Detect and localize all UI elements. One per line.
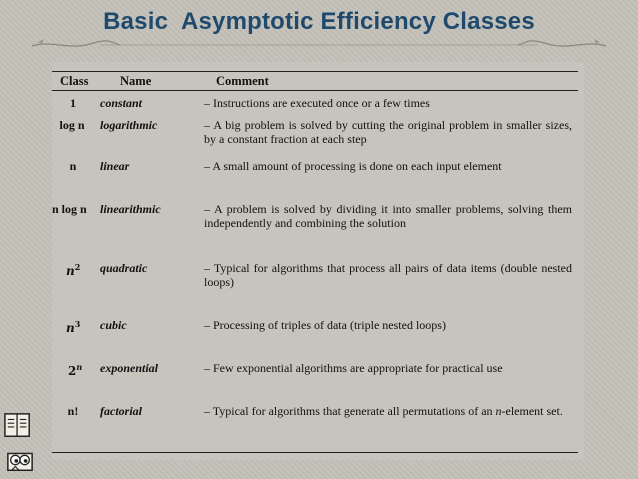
row-5-comment: – Typical for algorithms that process all pairs of data items (double nested loops) bbox=[204, 261, 572, 289]
row-6-class-base: n bbox=[66, 321, 75, 335]
row-6-class-exp: 3 bbox=[74, 319, 81, 329]
row-4-class: n log n bbox=[52, 202, 87, 216]
book-list-icon bbox=[4, 412, 32, 440]
row-8-comment-em: n bbox=[495, 404, 502, 418]
row-7-class-base: 2 bbox=[68, 364, 77, 378]
row-5-class bbox=[66, 260, 80, 278]
row-7-comment: – Few exponential algorithms are appropriate for practical use bbox=[204, 361, 503, 375]
row-8-class: n! bbox=[67, 404, 79, 418]
row-7-class bbox=[68, 360, 82, 378]
row-2-comment: – A big problem is solved by cutting the original problem in smaller sizes, by a constant fraction at each step bbox=[204, 118, 572, 146]
row-3-class: n bbox=[69, 159, 77, 173]
row-6-name: cubic bbox=[100, 318, 127, 332]
table-header-rule bbox=[52, 90, 578, 91]
row-8-comment bbox=[204, 404, 572, 418]
header-class: Class bbox=[60, 74, 89, 88]
eyes-icon bbox=[6, 446, 34, 474]
row-1-name: constant bbox=[100, 96, 143, 110]
header-comment: Comment bbox=[216, 74, 269, 88]
table-top-rule bbox=[52, 71, 578, 72]
header-name: Name bbox=[120, 74, 152, 88]
row-8-name: factorial bbox=[100, 404, 142, 418]
row-3-comment: – A small amount of processing is done on each input element bbox=[204, 159, 502, 173]
row-1-comment: – Instructions are executed once or a few times bbox=[204, 96, 430, 110]
row-8-comment-after: -element set. bbox=[501, 404, 563, 418]
row-7-class-exp: n bbox=[76, 362, 83, 372]
row-5-class-exp: 2 bbox=[74, 262, 81, 272]
slide-title: Basic Asymptotic Efficiency Classes bbox=[103, 8, 535, 35]
row-6-comment: – Processing of triples of data (triple nested loops) bbox=[204, 318, 446, 332]
row-8-comment-before: – Typical for algorithms that generate all permutations of an bbox=[204, 404, 496, 418]
row-5-class-base: n bbox=[66, 264, 75, 278]
row-1-class: 1 bbox=[70, 96, 76, 110]
row-4-name: linearithmic bbox=[100, 202, 161, 216]
row-5-name: quadratic bbox=[100, 261, 148, 275]
row-2-class: log n bbox=[59, 118, 85, 132]
row-7-name: exponential bbox=[100, 361, 159, 375]
row-2-name: logarithmic bbox=[100, 118, 158, 132]
row-4-comment: – A problem is solved by dividing it into smaller problems, solving them independently and combining the solution bbox=[204, 202, 572, 230]
row-6-class bbox=[66, 317, 80, 335]
decorative-divider bbox=[30, 36, 608, 52]
table-bottom-rule bbox=[52, 452, 578, 453]
row-3-name: linear bbox=[100, 159, 130, 173]
